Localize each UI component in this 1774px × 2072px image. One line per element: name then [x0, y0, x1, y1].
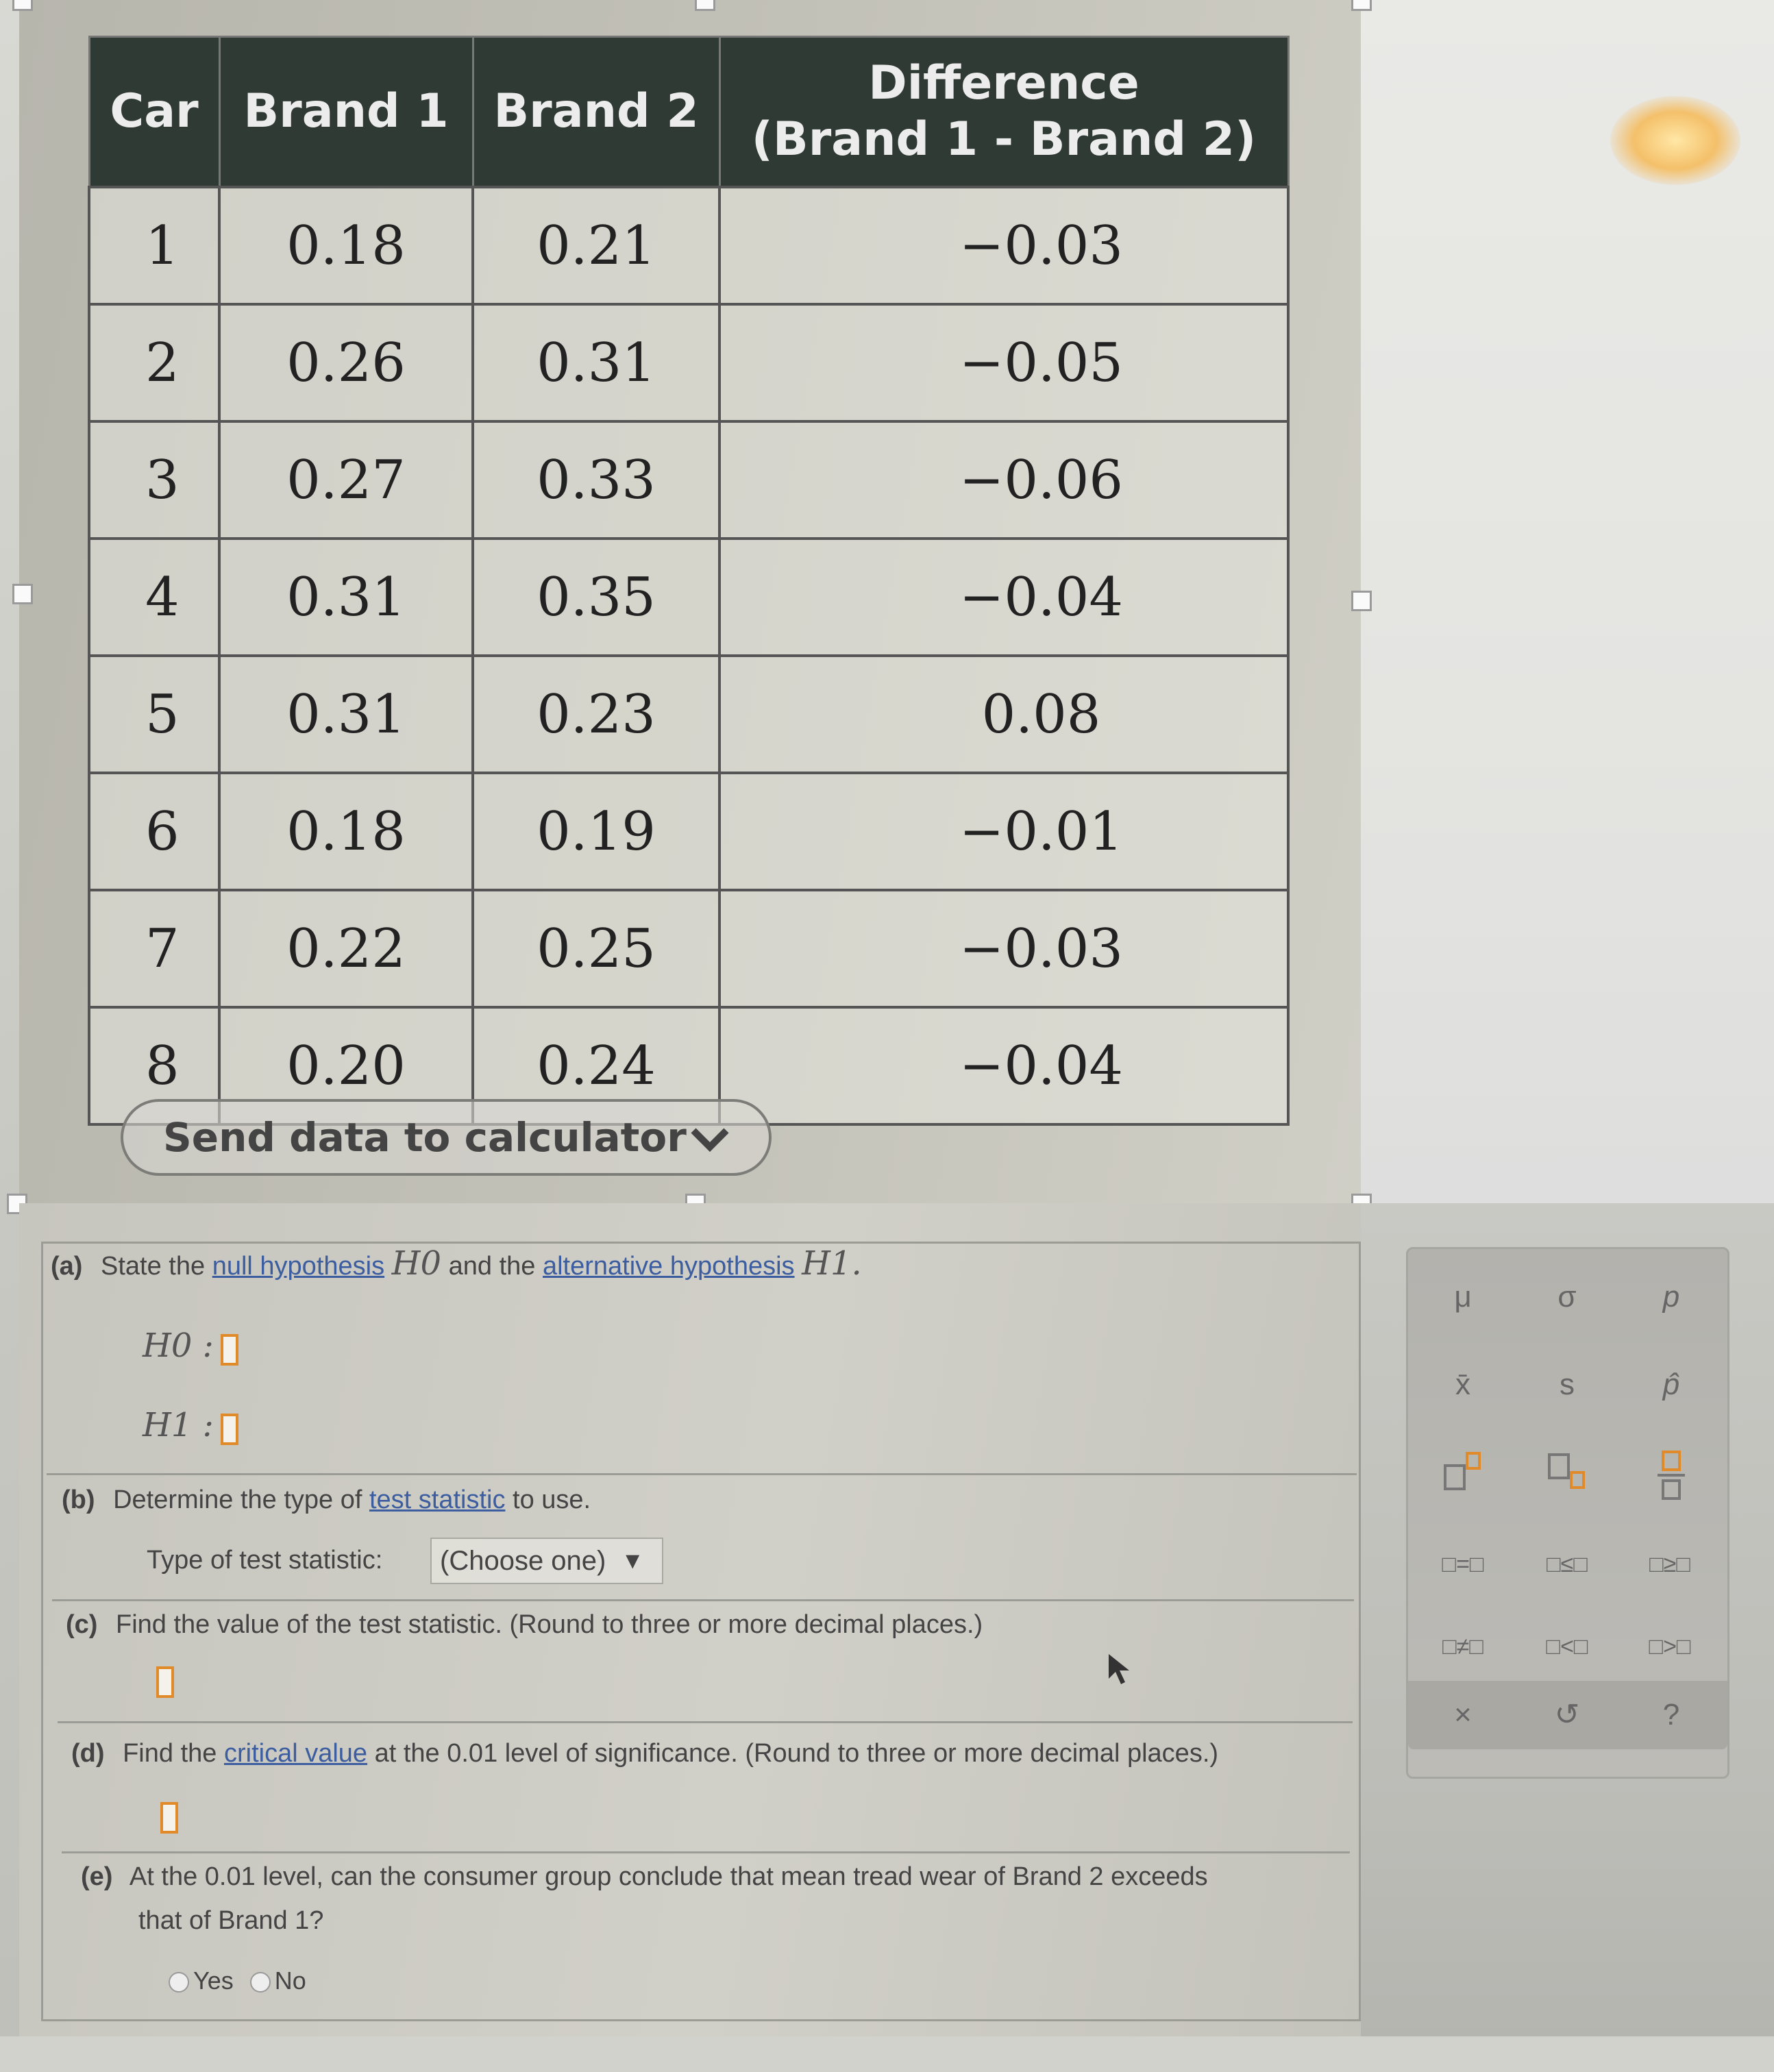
h1-label: H1 : [143, 1406, 214, 1444]
cell-brand-1: 0.27 [219, 421, 473, 539]
table-row [89, 187, 1288, 304]
clear-icon[interactable]: × [1454, 1698, 1472, 1731]
part-d-text: Find the [123, 1739, 217, 1768]
cell-car: 6 [89, 773, 219, 890]
part-a-label: (a) [51, 1252, 83, 1281]
table-row [89, 304, 1288, 421]
x-bar-button[interactable]: x̄ [1455, 1368, 1470, 1401]
cell-car: 2 [89, 304, 219, 421]
h1-symbol: H1. [802, 1244, 862, 1283]
fraction-icon[interactable] [1637, 1448, 1705, 1503]
cell-car: 1 [89, 187, 219, 304]
part-a-text: State the [101, 1252, 206, 1281]
divider [52, 1599, 1354, 1601]
h0-label: H0 : [143, 1327, 214, 1365]
cell-difference: −0.04 [719, 1007, 1288, 1124]
table-row [89, 539, 1288, 656]
part-b-text: Determine the type of [113, 1485, 362, 1514]
cell-difference: 0.08 [719, 656, 1288, 773]
cell-brand-1: 0.20 [219, 1007, 473, 1124]
screen-bottom [0, 2036, 1774, 2072]
cell-brand-1: 0.31 [219, 539, 473, 656]
divider [58, 1721, 1353, 1723]
light-glare [1610, 96, 1740, 185]
send-data-button[interactable] [121, 1099, 772, 1176]
part-c-label: (c) [66, 1610, 98, 1639]
resize-handle[interactable] [12, 584, 33, 604]
critical-value-input[interactable] [160, 1802, 178, 1834]
yes-no-options [169, 1966, 306, 1995]
cell-brand-2: 0.24 [473, 1007, 719, 1124]
cell-difference: −0.04 [719, 539, 1288, 656]
undo-icon[interactable]: ↺ [1554, 1698, 1580, 1731]
part-b-label: (b) [62, 1485, 95, 1514]
cell-brand-2: 0.31 [473, 304, 719, 421]
screen-background [1361, 0, 1774, 1203]
test-statistic-input[interactable] [156, 1666, 174, 1698]
question-e [81, 1862, 1208, 1892]
equals-button[interactable]: □=□ [1442, 1551, 1484, 1577]
test-statistic-link[interactable]: test statistic [369, 1485, 506, 1514]
question-c [66, 1610, 983, 1640]
less-equal-button[interactable]: □≤□ [1547, 1551, 1588, 1577]
tread-wear-table [88, 36, 1290, 1126]
part-e-label: (e) [81, 1862, 113, 1891]
table-row [89, 421, 1288, 539]
yes-radio[interactable] [169, 1972, 189, 1993]
cell-difference: −0.06 [719, 421, 1288, 539]
no-label: No [274, 1966, 306, 1995]
cell-difference: −0.03 [719, 890, 1288, 1007]
test-type-select[interactable] [430, 1538, 663, 1584]
superscript-icon[interactable] [1429, 1448, 1497, 1503]
h1-input[interactable] [221, 1414, 238, 1445]
alternative-hypothesis-link[interactable]: alternative hypothesis [542, 1252, 795, 1281]
cell-brand-1: 0.22 [219, 890, 473, 1007]
table-row [89, 890, 1288, 1007]
part-d-label: (d) [71, 1739, 105, 1768]
null-hypothesis-link[interactable]: null hypothesis [212, 1252, 385, 1281]
palette-actions [1408, 1681, 1727, 1749]
sigma-button[interactable]: σ [1557, 1280, 1577, 1314]
cell-brand-1: 0.31 [219, 656, 473, 773]
table-row [89, 656, 1288, 773]
part-a-text: and the [448, 1252, 536, 1281]
header-difference: Difference (Brand 1 - Brand 2) [719, 37, 1288, 188]
no-radio[interactable] [250, 1972, 271, 1993]
header-car: Car [89, 37, 219, 188]
mu-button[interactable]: μ [1454, 1280, 1472, 1314]
greater-equal-button[interactable]: □≥□ [1649, 1551, 1690, 1577]
resize-handle[interactable] [695, 0, 715, 11]
cell-brand-2: 0.23 [473, 656, 719, 773]
less-than-button[interactable]: □<□ [1546, 1633, 1588, 1660]
question-a [51, 1244, 862, 1283]
h0-symbol: H0 [391, 1244, 442, 1283]
p-button[interactable]: p [1662, 1280, 1680, 1314]
h0-row [143, 1327, 238, 1366]
s-button[interactable]: s [1560, 1368, 1575, 1401]
test-statistic-input-wrap [156, 1666, 174, 1698]
mouse-cursor-icon [1106, 1653, 1133, 1687]
test-type-label: Type of test statistic: [147, 1546, 383, 1575]
caret-down-icon: ▼ [621, 1547, 645, 1574]
part-b-text: to use. [513, 1485, 591, 1514]
h0-input[interactable] [221, 1334, 238, 1366]
greater-than-button[interactable]: □>□ [1649, 1633, 1691, 1660]
cell-brand-2: 0.33 [473, 421, 719, 539]
cell-car: 5 [89, 656, 219, 773]
help-icon[interactable]: ? [1662, 1698, 1680, 1731]
send-data-label: Send data to calculator [163, 1114, 687, 1161]
part-e-text: At the 0.01 level, can the consumer group conclude that mean tread wear of Brand 2 exceeds [129, 1862, 1208, 1891]
cell-brand-2: 0.25 [473, 890, 719, 1007]
table-row [89, 773, 1288, 890]
not-equal-button[interactable]: □≠□ [1442, 1633, 1483, 1660]
test-type-value: (Choose one) [440, 1545, 606, 1576]
cell-brand-1: 0.26 [219, 304, 473, 421]
table-header-row [89, 37, 1288, 188]
critical-value-input-wrap [160, 1802, 178, 1834]
cell-difference: −0.05 [719, 304, 1288, 421]
part-c-text: Find the value of the test statistic. (Round to three or more decimal places.) [116, 1610, 983, 1639]
p-hat-button[interactable]: p̂ [1662, 1368, 1680, 1401]
resize-handle[interactable] [1351, 0, 1372, 11]
cell-brand-2: 0.21 [473, 187, 719, 304]
resize-handle[interactable] [12, 0, 33, 11]
h1-row [143, 1406, 238, 1445]
math-palette [1406, 1247, 1729, 1779]
chevron-down-icon [688, 1117, 732, 1161]
divider [62, 1851, 1350, 1853]
cell-car: 8 [89, 1007, 219, 1124]
cell-car: 7 [89, 890, 219, 1007]
subscript-icon[interactable] [1533, 1448, 1601, 1503]
cell-car: 4 [89, 539, 219, 656]
cell-difference: −0.01 [719, 773, 1288, 890]
cell-brand-2: 0.19 [473, 773, 719, 890]
yes-label: Yes [193, 1966, 234, 1995]
cell-car: 3 [89, 421, 219, 539]
question-d [71, 1739, 1218, 1768]
part-e-text-line2: that of Brand 1? [138, 1906, 324, 1935]
part-d-text: at the 0.01 level of significance. (Round to three or more decimal places.) [374, 1739, 1219, 1768]
resize-handle[interactable] [1351, 591, 1372, 611]
header-brand-2: Brand 2 [473, 37, 719, 188]
cell-brand-2: 0.35 [473, 539, 719, 656]
cell-brand-1: 0.18 [219, 187, 473, 304]
critical-value-link[interactable]: critical value [223, 1739, 368, 1768]
divider [47, 1473, 1357, 1475]
cell-difference: −0.03 [719, 187, 1288, 304]
question-b [62, 1485, 591, 1515]
header-brand-1: Brand 1 [219, 37, 473, 188]
cell-brand-1: 0.18 [219, 773, 473, 890]
